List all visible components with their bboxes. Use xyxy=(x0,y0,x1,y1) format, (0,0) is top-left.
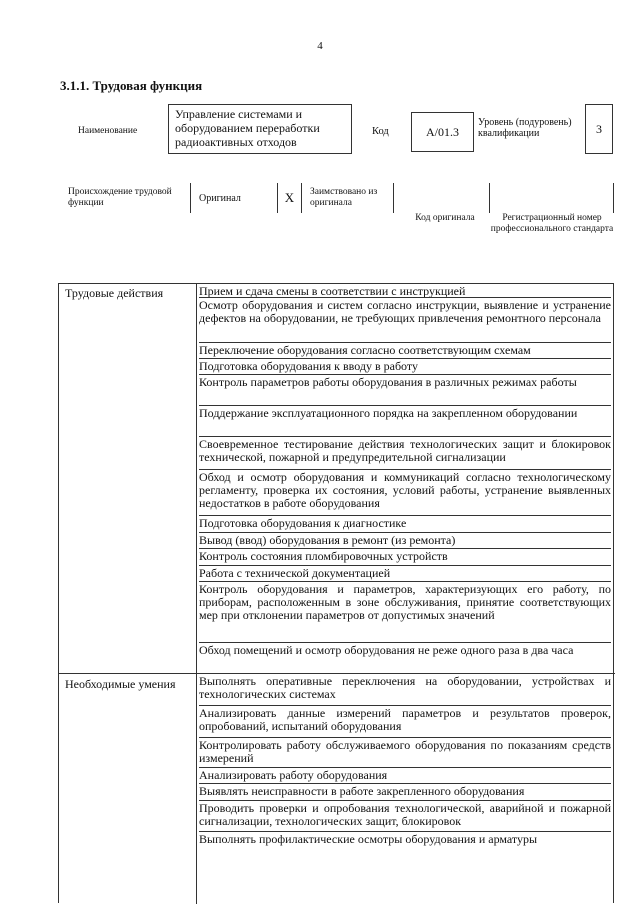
reg-number-label: Регистрационный номер профессионального стандарта xyxy=(490,213,614,234)
skill-item: Выявлять неисправности в работе закрепленного оборудования xyxy=(199,783,611,800)
action-item: Осмотр оборудования и систем согласно инструкции, выявление и устранение дефектов на оборудовании, не требующих привлечения ремонтного персонала xyxy=(199,297,611,342)
name-label: Наименование xyxy=(78,126,138,136)
origin-label: Происхождение трудовой функции xyxy=(68,187,172,208)
skill-item: Выполнять оперативные переключения на оборудовании, устройствах и технологических системах xyxy=(199,674,611,701)
original-cell: Оригинал xyxy=(190,183,278,213)
section-label-actions: Трудовые действия xyxy=(65,286,164,300)
skill-item: Анализировать работу оборудования xyxy=(199,767,611,783)
action-item: Подготовка оборудования к диагностике xyxy=(199,515,611,532)
requirements-table xyxy=(58,283,614,903)
code-original-label: Код оригинала xyxy=(415,213,475,223)
skill-item: Выполнять профилактические осмотры оборудования и арматуры xyxy=(199,831,611,851)
code-original-cell xyxy=(394,183,490,213)
section-label-skills: Необходимые умения xyxy=(65,677,176,691)
skill-item: Анализировать данные измерений параметров и результатов проверок, опробований, испытаний оборудования xyxy=(199,705,611,737)
action-item: Обход помещений и осмотр оборудования не реже одного раза в два часа xyxy=(199,642,611,673)
borrowed-cell: Заимствовано из оригинала xyxy=(302,183,394,213)
level-box: 3 xyxy=(585,104,613,154)
action-item: Контроль параметров работы оборудования в различных режимах работы xyxy=(199,374,611,405)
action-item: Контроль состояния пломбировочных устройств xyxy=(199,548,611,565)
action-item: Работа с технической документацией xyxy=(199,565,611,581)
action-item: Поддержание эксплуатационного порядка на закрепленном оборудовании xyxy=(199,405,611,436)
action-item: Подготовка оборудования к вводу в работу xyxy=(199,358,611,374)
action-item: Вывод (ввод) оборудования в ремонт (из ремонта) xyxy=(199,532,611,548)
original-mark: X xyxy=(278,183,302,213)
action-item: Переключение оборудования согласно соответствующим схемам xyxy=(199,342,611,358)
skill-item: Контролировать работу обслуживаемого оборудования по показаниям средств измерений xyxy=(199,738,611,765)
code-label: Код xyxy=(372,126,389,137)
function-name-box: Управление системами и оборудованием переработки радиоактивных отходов xyxy=(168,104,352,154)
reg-number-cell xyxy=(490,183,614,213)
action-item: Прием и сдача смены в соответствии с инструкцией xyxy=(199,284,466,298)
column-divider xyxy=(196,284,197,904)
action-item: Контроль оборудования и параметров, характеризующих его работу, по приборам, расположенным в зоне обслуживания, принятие соответствующих мер при отклонении параметров от допустимых значений xyxy=(199,581,611,642)
code-box: A/01.3 xyxy=(411,112,474,152)
page-number: 4 xyxy=(317,40,323,52)
section-heading: 3.1.1. Трудовая функция xyxy=(60,78,203,93)
level-label: Уровень (подуровень) квалификации xyxy=(478,117,572,139)
action-item: Своевременное тестирование действия технологических защит и блокировок технической, пожарной и предупредительной сигнализации xyxy=(199,436,611,469)
action-item: Обход и осмотр оборудования и коммуникаций согласно технологическому регламенту, проверка их состояния, условий работы, устранение выявленных недостатков в работе оборудования xyxy=(199,469,611,515)
origin-table xyxy=(190,183,614,215)
skill-item: Проводить проверки и опробования технологической, аварийной и пожарной сигнализации, технологических защит, блокировок xyxy=(199,800,611,831)
